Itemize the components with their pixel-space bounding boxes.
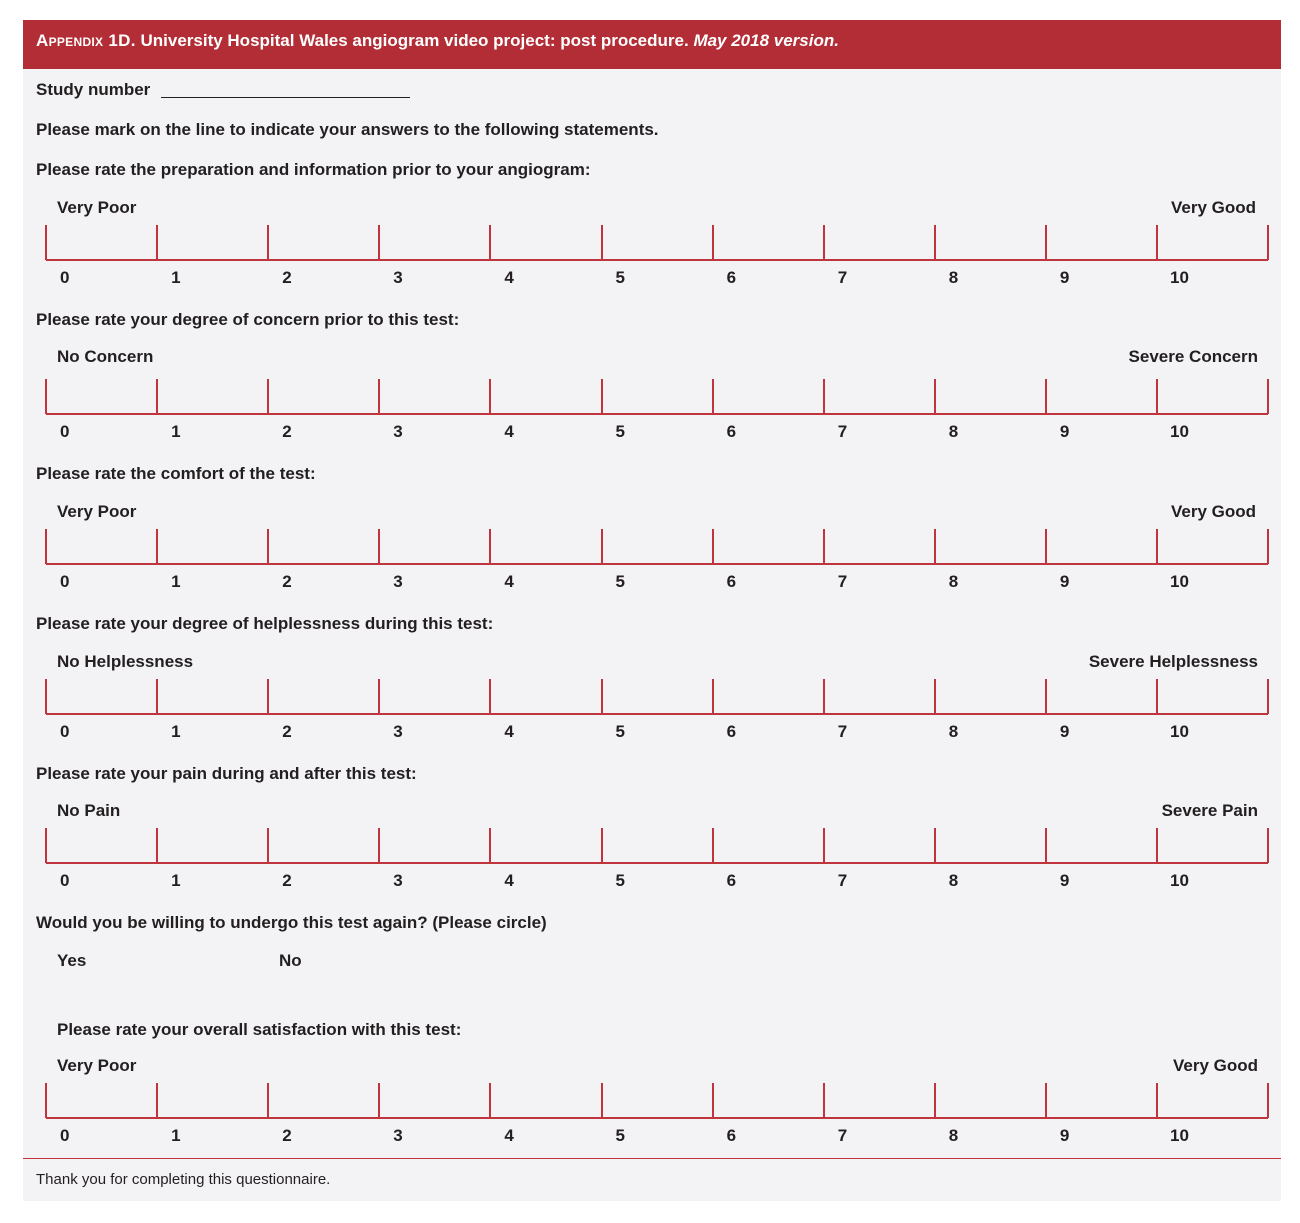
scale-tick [712, 828, 714, 863]
scale-number: 2 [282, 722, 292, 741]
scale-number: 4 [504, 572, 514, 591]
low-anchor-pain: No Pain [57, 801, 121, 820]
scale-end-tick [1267, 1083, 1269, 1118]
scale-number: 7 [837, 268, 848, 287]
scale-number: 6 [726, 422, 737, 441]
scale-tick [156, 679, 158, 714]
scale-end-tick [1267, 225, 1269, 260]
high-anchor-preparation: Very Good [1170, 198, 1256, 217]
scale-tick [712, 529, 714, 564]
scale-number: 1 [171, 572, 181, 591]
scale-number: 0 [60, 722, 70, 741]
scale-tick [601, 679, 603, 714]
scale-tick [1045, 225, 1047, 260]
scale-number: 8 [948, 422, 959, 441]
scale-number: 4 [504, 722, 514, 741]
scale-number: 8 [948, 572, 959, 591]
scale-tick [601, 379, 603, 414]
scale-number: 8 [948, 1126, 959, 1145]
scale-number: 0 [60, 1126, 70, 1145]
scale-tick [1045, 379, 1047, 414]
scale-tick [489, 1083, 491, 1118]
scale-number: 5 [615, 722, 625, 741]
scale-number: 9 [1059, 871, 1070, 890]
scale-number: 1 [171, 422, 181, 441]
scale-tick [1045, 529, 1047, 564]
appendix-title-text: University Hospital Wales angiogram video project: post procedure. [140, 31, 689, 50]
scale-number: 2 [282, 422, 292, 441]
scale-number: 3 [393, 722, 403, 741]
low-anchor-satisfaction: Very Poor [57, 1056, 137, 1075]
scale-number: 1 [171, 1126, 181, 1145]
scale-number: 10 [1170, 422, 1189, 441]
scale-number: 10 [1170, 871, 1189, 890]
high-anchor-satisfaction: Very Good [1172, 1056, 1258, 1075]
scale-number: 10 [1170, 268, 1189, 287]
scale-tick [45, 679, 47, 714]
low-anchor-preparation: Very Poor [57, 198, 137, 217]
instructions: Please mark on the line to indicate your answers to the following statements. [36, 120, 659, 139]
rating-scale-pain[interactable] [0, 828, 1300, 908]
study-number-field[interactable] [161, 97, 410, 98]
footer-thank-you: Thank you for completing this questionnaire. [36, 1171, 331, 1188]
question-prompt-preparation: Please rate the preparation and information prior to your angiogram: [36, 160, 591, 179]
scale-tick [823, 679, 825, 714]
scale-baseline[interactable] [46, 563, 1268, 565]
scale-tick [1156, 225, 1158, 260]
scale-tick [489, 679, 491, 714]
scale-number: 5 [615, 871, 625, 890]
low-anchor-comfort: Very Poor [57, 502, 137, 521]
scale-tick [378, 679, 380, 714]
scale-number: 0 [60, 871, 70, 890]
scale-tick [1045, 679, 1047, 714]
scale-tick [378, 1083, 380, 1118]
high-anchor-helplessness: Severe Helplessness [1088, 652, 1258, 671]
scale-tick [601, 225, 603, 260]
scale-tick [267, 379, 269, 414]
scale-tick [156, 529, 158, 564]
scale-tick [378, 379, 380, 414]
scale-tick [489, 529, 491, 564]
scale-baseline[interactable] [46, 1117, 1268, 1119]
scale-number: 8 [948, 268, 959, 287]
scale-number: 3 [393, 268, 403, 287]
scale-tick [712, 679, 714, 714]
low-anchor-helplessness: No Helplessness [57, 652, 194, 671]
study-number-label: Study number [36, 80, 151, 99]
question-prompt-comfort: Please rate the comfort of the test: [36, 464, 316, 483]
scale-number: 4 [504, 268, 514, 287]
scale-tick [267, 1083, 269, 1118]
scale-tick [934, 225, 936, 260]
scale-number: 3 [393, 871, 403, 890]
high-anchor-concern: Severe Concern [1128, 347, 1258, 366]
scale-number: 10 [1170, 722, 1189, 741]
satisfaction-question-prompt: Please rate your overall satisfaction with this test: [57, 1020, 462, 1039]
scale-number: 9 [1059, 572, 1070, 591]
scale-tick [823, 828, 825, 863]
scale-tick [45, 529, 47, 564]
scale-tick [934, 379, 936, 414]
rating-scale-concern[interactable] [0, 379, 1300, 459]
scale-number: 3 [393, 422, 403, 441]
scale-tick [267, 529, 269, 564]
scale-number: 10 [1170, 1126, 1189, 1145]
high-anchor-comfort: Very Good [1170, 502, 1256, 521]
scale-tick [267, 225, 269, 260]
scale-end-tick [1267, 379, 1269, 414]
scale-tick [45, 379, 47, 414]
scale-number: 2 [282, 572, 292, 591]
scale-number: 0 [60, 572, 70, 591]
scale-number: 2 [282, 1126, 292, 1145]
scale-number: 4 [504, 871, 514, 890]
scale-number: 8 [948, 871, 959, 890]
scale-tick [156, 828, 158, 863]
scale-tick [712, 379, 714, 414]
scale-tick [156, 379, 158, 414]
scale-tick [934, 1083, 936, 1118]
option-no[interactable]: No [279, 951, 302, 970]
scale-number: 6 [726, 572, 737, 591]
scale-end-tick [1267, 529, 1269, 564]
scale-number: 5 [615, 268, 625, 287]
scale-tick [378, 225, 380, 260]
scale-tick [156, 1083, 158, 1118]
appendix-label: Appendix 1D. [36, 31, 136, 50]
scale-number: 2 [282, 268, 292, 287]
scale-number: 6 [726, 871, 737, 890]
scale-tick [823, 225, 825, 260]
scale-number: 3 [393, 1126, 403, 1145]
scale-tick [712, 1083, 714, 1118]
scale-tick [267, 679, 269, 714]
appendix-version: May 2018 version. [693, 31, 839, 50]
scale-tick [45, 1083, 47, 1118]
scale-tick [1156, 529, 1158, 564]
scale-end-tick [1267, 679, 1269, 714]
scale-number: 8 [948, 722, 959, 741]
scale-tick [489, 379, 491, 414]
scale-number: 6 [726, 268, 737, 287]
rating-scale-preparation[interactable] [0, 225, 1300, 305]
scale-baseline[interactable] [46, 259, 1268, 261]
scale-tick [934, 828, 936, 863]
scale-tick [823, 379, 825, 414]
scale-tick [45, 828, 47, 863]
scale-tick [601, 529, 603, 564]
question-prompt-concern: Please rate your degree of concern prior to this test: [36, 310, 460, 329]
scale-number: 2 [282, 871, 292, 890]
scale-tick [712, 225, 714, 260]
scale-number: 10 [1170, 572, 1189, 591]
scale-number: 6 [726, 1126, 737, 1145]
scale-tick [934, 679, 936, 714]
scale-tick [934, 529, 936, 564]
scale-tick [489, 225, 491, 260]
scale-tick [156, 225, 158, 260]
scale-number: 9 [1059, 722, 1070, 741]
scale-number: 5 [615, 422, 625, 441]
scale-tick [1156, 679, 1158, 714]
scale-number: 5 [615, 1126, 625, 1145]
appendix-title [36, 31, 839, 51]
scale-tick [45, 225, 47, 260]
scale-number: 7 [837, 722, 848, 741]
scale-tick [378, 828, 380, 863]
scale-tick [1045, 828, 1047, 863]
scale-tick [823, 529, 825, 564]
scale-baseline[interactable] [46, 713, 1268, 715]
scale-number: 0 [60, 268, 70, 287]
footer-divider [23, 1158, 1281, 1159]
scale-tick [823, 1083, 825, 1118]
scale-number: 6 [726, 722, 737, 741]
scale-baseline[interactable] [46, 862, 1268, 864]
scale-number: 4 [504, 422, 514, 441]
scale-tick [1156, 379, 1158, 414]
scale-number: 9 [1059, 422, 1070, 441]
scale-number: 7 [837, 422, 848, 441]
scale-number: 1 [171, 722, 181, 741]
scale-tick [489, 828, 491, 863]
scale-number: 4 [504, 1126, 514, 1145]
high-anchor-pain: Severe Pain [1161, 801, 1258, 820]
question-prompt-helplessness: Please rate your degree of helplessness during this test: [36, 614, 494, 633]
willing-question-prompt: Would you be willing to undergo this test again? (Please circle) [36, 913, 547, 932]
scale-tick [1156, 1083, 1158, 1118]
rating-scale-helplessness[interactable] [0, 679, 1300, 759]
scale-number: 0 [60, 422, 70, 441]
scale-number: 7 [837, 572, 848, 591]
scale-tick [601, 1083, 603, 1118]
rating-scale-satisfaction[interactable] [0, 1083, 1300, 1163]
scale-tick [1156, 828, 1158, 863]
question-prompt-pain: Please rate your pain during and after this test: [36, 764, 417, 783]
scale-tick [601, 828, 603, 863]
scale-number: 7 [837, 871, 848, 890]
scale-tick [1045, 1083, 1047, 1118]
scale-number: 1 [171, 268, 181, 287]
scale-number: 9 [1059, 1126, 1070, 1145]
scale-number: 9 [1059, 268, 1070, 287]
scale-tick [267, 828, 269, 863]
option-yes[interactable]: Yes [57, 951, 87, 970]
low-anchor-concern: No Concern [57, 347, 154, 366]
scale-number: 1 [171, 871, 181, 890]
scale-tick [378, 529, 380, 564]
scale-number: 3 [393, 572, 403, 591]
rating-scale-comfort[interactable] [0, 529, 1300, 609]
scale-end-tick [1267, 828, 1269, 863]
scale-baseline[interactable] [46, 413, 1268, 415]
scale-number: 5 [615, 572, 625, 591]
scale-number: 7 [837, 1126, 848, 1145]
